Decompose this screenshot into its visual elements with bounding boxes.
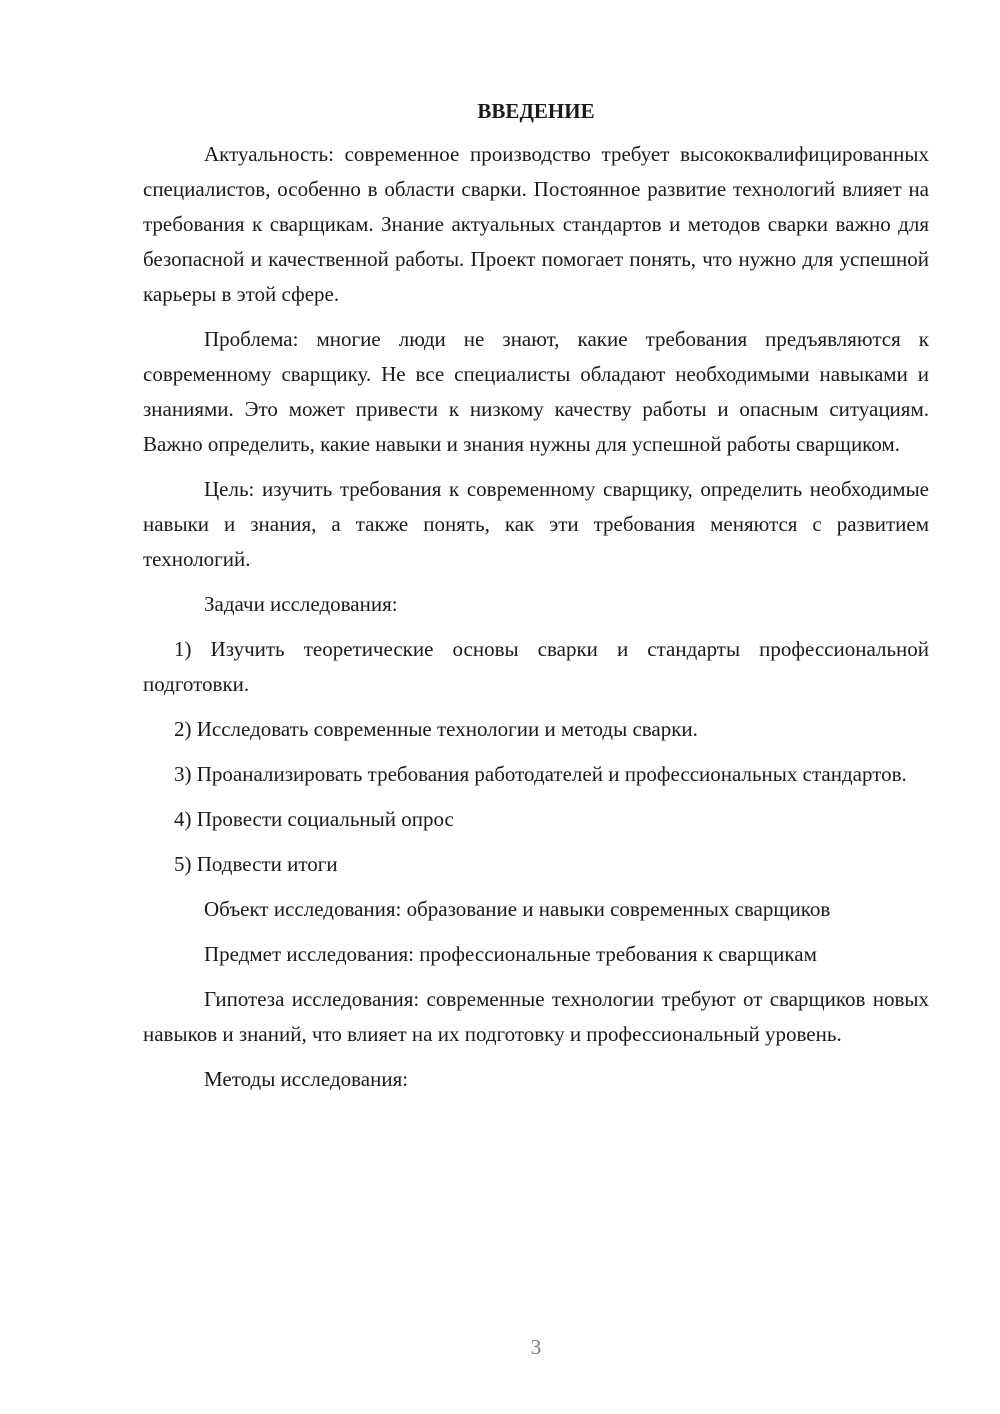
section-title: ВВЕДЕНИЕ bbox=[477, 99, 595, 123]
task-item: 3) Проанализировать требования работодателей и профессиональных стандартов. bbox=[174, 762, 907, 786]
hypothesis-paragraph: Гипотеза исследования: современные технологии требуют от сварщиков новых навыков и знаний, что влияет на их подготовку и профессиональный уровень. bbox=[143, 987, 929, 1046]
task-item: 5) Подвести итоги bbox=[174, 852, 338, 876]
task-item: 4) Провести социальный опрос bbox=[174, 807, 454, 831]
page-number: 3 bbox=[530, 1335, 542, 1359]
task-item: 1) Изучить теоретические основы сварки и стандарты профессиональной подготовки. bbox=[143, 637, 929, 696]
problem-paragraph: Проблема: многие люди не знают, какие требования предъявляются к современному сварщику. Не все специалисты обладают необходимыми навыками и знаниями. Это может привести к низкому качеству работы и опасным ситуациям. Важно определить, какие навыки и знания нужны для успешной работы сварщиком. bbox=[143, 327, 929, 456]
object-paragraph: Объект исследования: образование и навыки современных сварщиков bbox=[204, 897, 831, 921]
page-content bbox=[143, 94, 929, 1107]
subject-paragraph: Предмет исследования: профессиональные требования к сварщикам bbox=[204, 942, 817, 966]
goal-paragraph: Цель: изучить требования к современному сварщику, определить необходимые навыки и знания, а также понять, как эти требования меняются с развитием технологий. bbox=[143, 477, 929, 571]
relevance-paragraph: Актуальность: современное производство требует высококвалифицированных специалистов, особенно в области сварки. Постоянное развитие технологий влияет на требования к сварщикам. Знание актуальных стандартов и методов сварки важно для безопасной и качественной работы. Проект помогает понять, что нужно для успешной карьеры в этой сфере. bbox=[143, 142, 929, 306]
tasks-heading: Задачи исследования: bbox=[204, 592, 398, 616]
task-item: 2) Исследовать современные технологии и методы сварки. bbox=[174, 717, 698, 741]
methods-heading: Методы исследования: bbox=[204, 1067, 409, 1091]
